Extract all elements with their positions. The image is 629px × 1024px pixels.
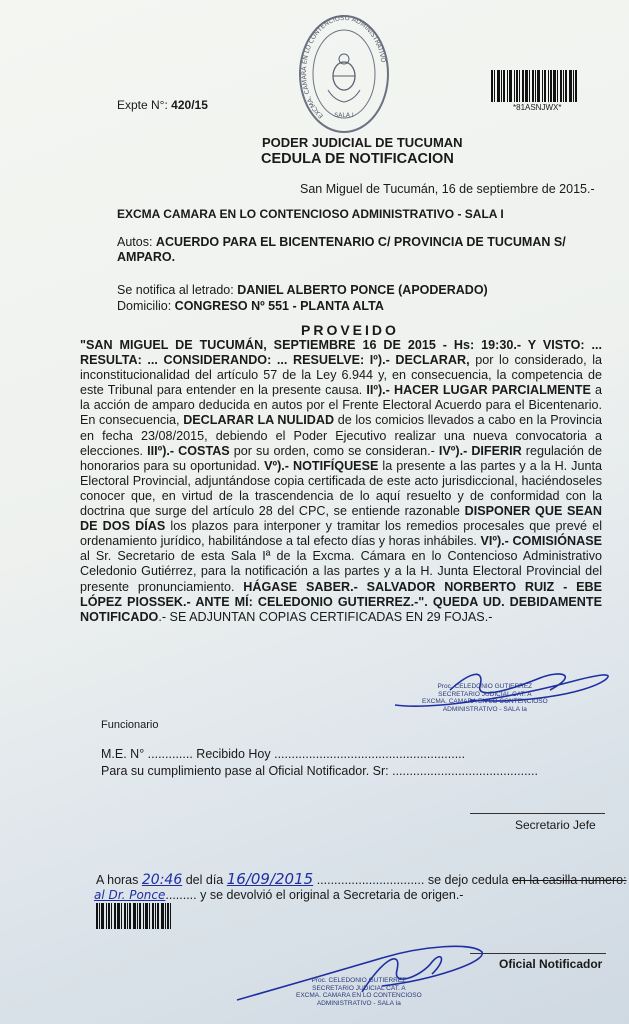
- stamp1-l2: SECRETARIO JUDICIAL CAT. A: [438, 690, 532, 698]
- hora-handwritten: 20:46: [141, 872, 183, 888]
- proveido-s6: de los comicios llevados a cabo en la Provincia en fecha 23/08/2015, debiendo el Poder Ejecutivo realizar una nueva convocatoria a elecciones.: [80, 413, 602, 458]
- barcode-top-code: *81ASNJWX*: [513, 103, 562, 112]
- proveido-s4: a la acción de amparo deducida en autos por el Frente Electoral Acuerdo para el Bicentenario. En consecuencia,: [80, 383, 602, 428]
- court-name: EXCMA CAMARA EN LO CONTENCIOSO ADMINISTRATIVO - SALA I: [117, 207, 504, 221]
- header-cedula: CEDULA DE NOTIFICACION: [261, 151, 454, 167]
- del-dia-label: del día: [185, 873, 224, 887]
- notifica-line: [117, 283, 488, 297]
- secretario-jefe-line: [470, 813, 605, 814]
- domicilio-value: CONGRESO Nº 551 - PLANTA ALTA: [174, 299, 384, 313]
- stamp1-l1: Proc. CELEDONIO GUTIERREZ: [437, 683, 533, 690]
- stamp-secretario-2: [296, 977, 422, 1007]
- domicilio-label: Domicilio:: [117, 299, 172, 313]
- stamp2-l4: ADMINISTRATIVO - SALA Ia: [316, 999, 401, 1007]
- expediente-value: 420/15: [171, 98, 208, 112]
- date-line: San Miguel de Tucumán, 16 de septiembre de 2015.-: [300, 182, 595, 196]
- proveido-body: [80, 338, 602, 625]
- notifica-value: DANIEL ALBERTO PONCE (APODERADO): [237, 283, 488, 297]
- secretario-jefe-label: Secretario Jefe: [515, 818, 596, 832]
- proveido-s16: al Sr. Secretario de esta Sala Iª de la Excma. Cámara en lo Contencioso Administrativo Celedonio Gutiérrez, para la notificación a las partes y a la H. Junta Electoral Provincial del presente pronunciamiento.: [80, 549, 602, 594]
- autos-caption-2: AMPARO.: [117, 250, 176, 264]
- delivery-line: [96, 870, 627, 888]
- stamp1-l4: ADMINISTRATIVO - SALA Ia: [442, 705, 527, 713]
- seal-ring-text: EXCMA. CAMARA EN LO CONTENCIOSO ADMINISTRATIVO: [300, 13, 388, 121]
- dots-1: ...............................: [316, 873, 425, 887]
- proveido-s8: por su orden, como se consideran.-: [229, 443, 439, 458]
- domicilio-line: [117, 299, 384, 313]
- fecha-handwritten: 16/09/2015: [226, 870, 314, 888]
- proveido-s15: VIº).- COMISIÓNASE: [480, 534, 603, 549]
- proveido-s17: HÁGASE SABER.- SALVADOR NORBERTO RUIZ - EBE LÓPEZ PIOSSEK.- ANTE MÍ: CELEDONIO GUTIERREZ.-". QUEDA UD. DEBIDAMENTE NOTIFICADO: [80, 579, 602, 624]
- oficial-notificador-label: Oficial Notificador: [499, 957, 603, 971]
- stamp2-l3: EXCMA. CAMARA EN LO CONTENCIOSO: [296, 992, 422, 999]
- proveido-s2: por lo considerado, la inconstitucionalidad del artículo 57 de la Ley 6.944 y, en consecuencia, la competencia de este Tribunal para entender en la presente causa.: [80, 353, 602, 398]
- nombre-handwritten: al Dr. Ponce: [94, 888, 166, 902]
- expediente-label: Expte N°:: [117, 98, 168, 112]
- autos-line-1: [117, 235, 566, 249]
- signature-1: [390, 660, 620, 720]
- proveido-s14: los plazos para interponer y tramitar los remedios procesales que prevé el ordenamiento jurídico, habilitándose a tal efecto días y horas inhábiles.: [80, 519, 602, 549]
- barcode-top: [491, 70, 601, 102]
- seal-bottom-text: SALA I: [334, 112, 354, 119]
- proveido-s1: "SAN MIGUEL DE TUCUMÁN, SEPTIEMBRE 16 DE 2015 - Hs: 19:30.- Y VISTO: ... RESULTA: ... CONSIDERANDO: ... RESUELVE: Iº).- DECLARAR,: [80, 338, 602, 368]
- argentine-coat-of-arms-icon: [328, 54, 360, 102]
- autos-label: Autos:: [117, 235, 153, 249]
- barcode-bottom: [96, 903, 196, 929]
- proveido-s3: IIº).- HACER LUGAR PARCIALMENTE: [366, 383, 591, 398]
- devolucion-line: [94, 888, 463, 902]
- proveido-s18: .- SE ADJUNTAN COPIAS CERTIFICADAS EN 29 FOJAS.-: [158, 609, 493, 624]
- proveido-s10: regulación de honorarios para su oportunidad.: [80, 443, 602, 473]
- proveido-s11: Vº).- NOTIFÍQUESE: [264, 458, 379, 473]
- stamp2-l1: Proc. CELEDONIO GUTIERREZ: [311, 977, 407, 984]
- proveido-s7: IIIº).- COSTAS: [147, 443, 230, 458]
- dots-2: .........: [165, 888, 197, 902]
- funcionario-label: Funcionario: [101, 719, 159, 731]
- expediente-number: [117, 98, 208, 112]
- notifica-label: Se notifica al letrado:: [117, 283, 234, 297]
- en-casilla-label: en la casilla numero:: [511, 873, 627, 887]
- header-poder-judicial: PODER JUDICIAL DE TUCUMAN: [262, 135, 463, 150]
- stamp1-l3: EXCMA. CAMARA EN LO CONTENCIOSO: [422, 698, 548, 705]
- autos-caption-1: ACUERDO PARA EL BICENTENARIO C/ PROVINCIA DE TUCUMAN S/: [155, 235, 566, 249]
- proveido-s13: DISPONER QUE SEAN DE DOS DÍAS: [80, 504, 603, 534]
- cumplimiento-line: Para su cumplimiento pase al Oficial Notificador. Sr: ..........................................: [101, 764, 538, 778]
- a-horas-label: A horas: [96, 873, 139, 887]
- proveido-s12: la presente a las partes y a la H. Junta Electoral Provincial, adjuntándose copia certificada de este acto jurisdiccional, haciéndoseles conocer que, en virtud de la trascendencia de lo aquí resuelto y de conformidad con la doctrina que surge del artículo 28 del CPC, se entiende razonable: [80, 458, 602, 519]
- proveido-s5: DECLARAR LA NULIDAD: [183, 413, 335, 428]
- devolvio-label: y se devolvió el original a Secretaria de origen.-: [200, 888, 464, 902]
- stamp2-l2: SECRETARIO JUDICIAL CAT. A: [312, 984, 406, 992]
- proveido-s9: IVº).- DIFERIR: [438, 443, 522, 458]
- se-dejo-label: se dejo cedula: [427, 873, 509, 887]
- proveido-title: PROVEIDO: [301, 322, 399, 338]
- court-seal: [298, 12, 390, 136]
- me-recibido-line: M.E. N° ............. Recibido Hoy .......................................................: [101, 747, 466, 761]
